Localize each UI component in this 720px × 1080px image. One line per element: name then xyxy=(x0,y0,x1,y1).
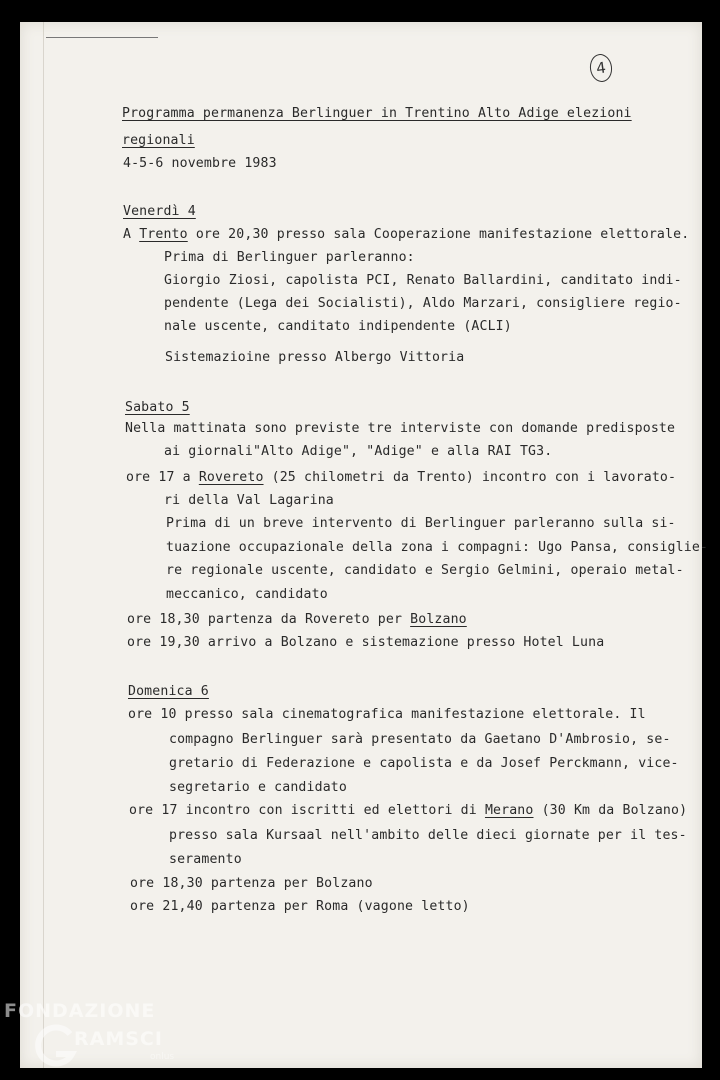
place-merano: Merano xyxy=(484,803,534,818)
place-rovereto: Rovereto xyxy=(198,470,264,485)
sunday-line: seramento xyxy=(169,852,242,867)
sunday-line: presso sala Kursaal nell'ambito delle dieci giornate per il tes- xyxy=(169,828,687,843)
saturday-line: ore 19,30 arrivo a Bolzano e sistemazione presso Hotel Luna xyxy=(127,635,605,650)
friday-line: A Trento ore 20,30 presso sala Cooperazione manifestazione elettorale. xyxy=(123,227,690,242)
saturday-line: ai giornali"Alto Adige", "Adige" e alla RAI TG3. xyxy=(164,444,553,459)
document-page xyxy=(20,22,708,1068)
saturday-line: re regionale uscente, candidato e Sergio Gelmini, operaio metal- xyxy=(166,563,684,578)
saturday-heading: Sabato 5 xyxy=(125,400,190,415)
sunday-line: gretario di Federazione e capolista e da Josef Perckmann, vice- xyxy=(169,756,679,771)
title-line-2: regionali xyxy=(122,133,195,148)
saturday-line: tuazione occupazionale della zona i compagni: Ugo Pansa, consiglie- xyxy=(166,540,708,555)
saturday-line: Nella mattinata sono previste tre interviste con domande predisposte xyxy=(125,421,676,436)
top-rule xyxy=(46,37,158,38)
event-dates: 4-5-6 novembre 1983 xyxy=(123,156,277,171)
friday-line: nale uscente, canditato indipendente (ACLI) xyxy=(164,319,512,334)
saturday-line: ore 17 a Rovereto (25 chilometri da Trento) incontro con i lavorato- xyxy=(126,470,677,485)
sunday-line: ore 17 incontro con iscritti ed elettori di Merano (30 Km da Bolzano) xyxy=(129,803,688,818)
watermark-line-1: FONDAZIONE xyxy=(4,1000,156,1022)
saturday-line: meccanico, candidato xyxy=(166,587,328,602)
page-fold-line xyxy=(43,22,44,1068)
friday-line: Sistemazioine presso Albergo Vittoria xyxy=(165,350,465,365)
friday-line: Prima di Berlinguer parleranno: xyxy=(164,250,415,265)
friday-line: Giorgio Ziosi, capolista PCI, Renato Ballardini, canditato indi- xyxy=(164,273,682,288)
watermark-tag: onlus xyxy=(150,1052,175,1062)
sunday-line: ore 18,30 partenza per Bolzano xyxy=(130,876,373,891)
saturday-line: Prima di un breve intervento di Berlinguer parleranno sulla si- xyxy=(166,516,676,531)
sunday-line: ore 10 presso sala cinematografica manifestazione elettorale. Il xyxy=(128,707,646,722)
fondazione-gramsci-watermark xyxy=(4,1000,204,1075)
sunday-line: compagno Berlinguer sarà presentato da Gaetano D'Ambrosio, se- xyxy=(169,732,671,747)
place-bolzano: Bolzano xyxy=(410,612,467,627)
page-number: 4 xyxy=(588,53,614,84)
friday-line: pendente (Lega dei Socialisti), Aldo Marzari, consigliere regio- xyxy=(164,296,682,311)
sunday-line: segretario e candidato xyxy=(169,780,347,795)
sunday-heading: Domenica 6 xyxy=(128,684,209,699)
gramsci-g-logo-icon xyxy=(32,1022,78,1072)
watermark-line-2: RAMSCI xyxy=(74,1028,163,1050)
place-trento: Trento xyxy=(139,227,188,242)
title-line-1: Programma permanenza Berlinguer in Trentino Alto Adige elezioni xyxy=(122,106,632,121)
saturday-line: ri della Val Lagarina xyxy=(164,493,334,508)
sunday-line: ore 21,40 partenza per Roma (vagone letto) xyxy=(130,899,470,914)
saturday-line: ore 18,30 partenza da Rovereto per Bolzano xyxy=(127,612,467,627)
friday-heading: Venerdì 4 xyxy=(123,204,196,219)
